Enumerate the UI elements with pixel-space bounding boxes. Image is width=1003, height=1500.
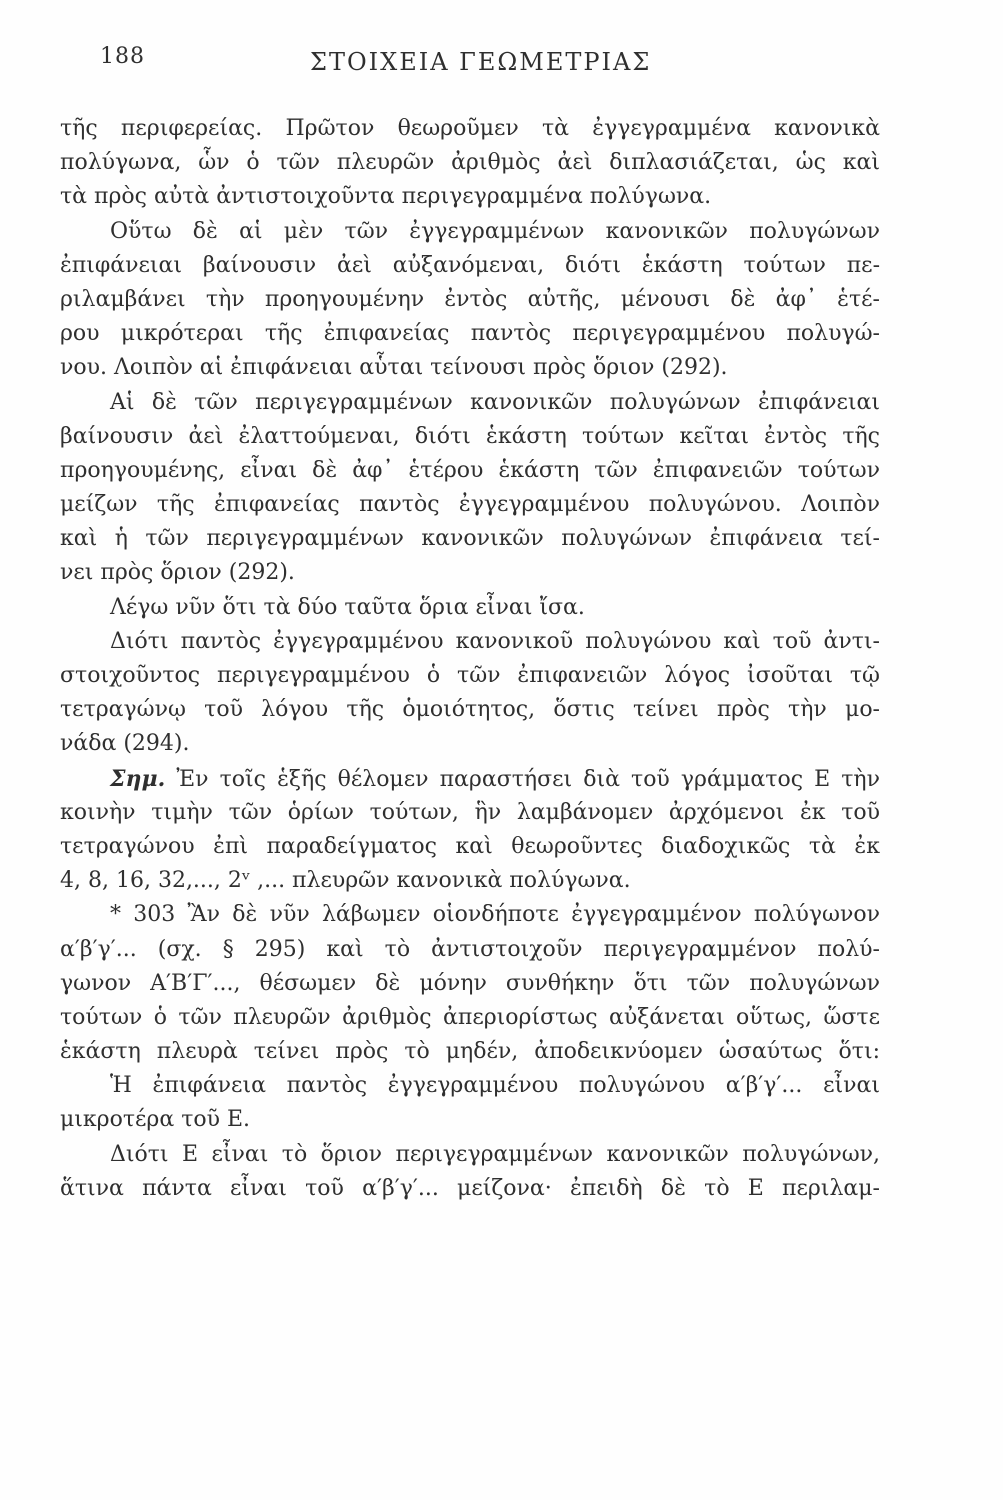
running-title: ΣΤΟΙΧΕΙΑ ΓΕΩΜΕΤΡΙΑΣ bbox=[310, 48, 652, 76]
text-line: γωνον Α′Β′Γ′..., θέσωμεν δὲ μόνην συνθήκην ὅτι τῶν πολυγώνων bbox=[60, 970, 880, 996]
text-line: ἐπιφάνειαι βαίνουσιν ἀεὶ αὐξανόμεναι, διότι ἑκάστη τούτων πε- bbox=[60, 252, 880, 278]
text-line: νου. Λοιπὸν αἱ ἐπιφάνειαι αὗται τείνουσι πρὸς ὅριον (292). bbox=[60, 355, 728, 381]
text-line: ριλαμβάνει τὴν προηγουμένην ἐντὸς αὐτῆς, μένουσι δὲ ἀφ᾽ ἑτέ- bbox=[60, 286, 880, 312]
text-line: Οὕτω δὲ αἱ μὲν τῶν ἐγγεγραμμένων κανονικῶν πολυγώνων bbox=[110, 218, 880, 244]
text-line: βαίνουσιν ἀεὶ ἐλαττούμεναι, διότι ἑκάστη τούτων κεῖται ἐντὸς τῆς bbox=[60, 423, 880, 449]
text-line: νει πρὸς ὅριον (292). bbox=[60, 560, 295, 586]
text-line: πολύγωνα, ὧν ὁ τῶν πλευρῶν ἀριθμὸς ἀεὶ διπλασιάζεται, ὡς καὶ bbox=[60, 150, 880, 176]
note-text: Ἐν τοῖς ἑξῆς θέλομεν παραστήσει διὰ τοῦ γράμματος Ε τὴν bbox=[176, 766, 880, 792]
text-line: προηγουμένης, εἶναι δὲ ἀφ᾽ ἑτέρου ἑκάστη τῶν ἐπιφανειῶν τούτων bbox=[60, 457, 880, 483]
text-line: μείζων τῆς ἐπιφανείας παντὸς ἐγγεγραμμένου πολυγώνου. Λοιπὸν bbox=[60, 492, 880, 518]
note-line bbox=[60, 762, 880, 796]
text-line: Αἱ δὲ τῶν περιγεγραμμένων κανονικῶν πολυγώνων ἐπιφάνειαι bbox=[110, 389, 880, 415]
page-number: 188 bbox=[100, 44, 145, 69]
text-line: Διότι Ε εἶναι τὸ ὅριον περιγεγραμμένων κανονικῶν πολυγώνων, bbox=[110, 1141, 880, 1167]
text-line: τετραγώνου ἐπὶ παραδείγματος καὶ θεωροῦντες διαδοχικῶς τὰ ἐκ bbox=[60, 833, 880, 859]
text-line: Λέγω νῦν ὅτι τὰ δύο ταῦτα ὅρια εἶναι ἴσα. bbox=[110, 594, 585, 620]
text-line: * 303 Ἂν δὲ νῦν λάβωμεν οἱονδήποτε ἐγγεγραμμένον πολύγωνον bbox=[110, 902, 880, 928]
text-line: α′β′γ′... (σχ. § 295) καὶ τὸ ἀντιστοιχοῦν περιγεγραμμένον πολύ- bbox=[60, 936, 880, 962]
text-line: 4, 8, 16, 32,..., 2ᵛ ,... πλευρῶν κανονικὰ πολύγωνα. bbox=[60, 868, 631, 894]
text-line: ἑκάστη πλευρὰ τείνει πρὸς τὸ μηδέν, ἀποδεικνύομεν ὡσαύτως ὅτι: bbox=[60, 1039, 880, 1065]
text-line: τετραγώνῳ τοῦ λόγου τῆς ὁμοιότητος, ὅστις τείνει πρὸς τὴν μο- bbox=[60, 697, 880, 723]
text-line: ρου μικρότεραι τῆς ἐπιφανείας παντὸς περιγεγραμμένου πολυγώ- bbox=[60, 321, 880, 347]
text-line: τὰ πρὸς αὐτὰ ἀντιστοιχοῦντα περιγεγραμμένα πολύγωνα. bbox=[60, 184, 712, 210]
text-line: καὶ ἡ τῶν περιγεγραμμένων κανονικῶν πολυγώνων ἐπιφάνεια τεί- bbox=[60, 526, 880, 552]
text-line: Διότι παντὸς ἐγγεγραμμένου κανονικοῦ πολυγώνου καὶ τοῦ ἀντι- bbox=[110, 628, 880, 654]
text-line: Ἡ ἐπιφάνεια παντὸς ἐγγεγραμμένου πολυγώνου α′β′γ′... εἶναι bbox=[110, 1073, 880, 1099]
text-line: μικροτέρα τοῦ Ε. bbox=[60, 1107, 251, 1133]
note-label: Σημ. bbox=[110, 765, 166, 792]
text-line: τῆς περιφερείας. Πρῶτον θεωροῦμεν τὰ ἐγγεγραμμένα κανονικὰ bbox=[60, 116, 880, 141]
text-line: τούτων ὁ τῶν πλευρῶν ἀριθμὸς ἀπεριορίστως αὐξάνεται οὕτως, ὥστε bbox=[60, 1004, 880, 1030]
text-line: νάδα (294). bbox=[60, 731, 190, 757]
text-line: ἅτινα πάντα εἶναι τοῦ α′β′γ′... μείζονα· ἐπειδὴ δὲ τὸ Ε περιλαμ- bbox=[60, 1175, 880, 1201]
body-text bbox=[60, 112, 880, 1206]
page-header bbox=[100, 44, 880, 84]
text-line: κοινὴν τιμὴν τῶν ὁρίων τούτων, ἣν λαμβάνομεν ἀρχόμενοι ἐκ τοῦ bbox=[60, 799, 880, 825]
text-line: στοιχοῦντος περιγεγραμμένου ὁ τῶν ἐπιφανειῶν λόγος ἰσοῦται τῷ bbox=[60, 663, 880, 688]
